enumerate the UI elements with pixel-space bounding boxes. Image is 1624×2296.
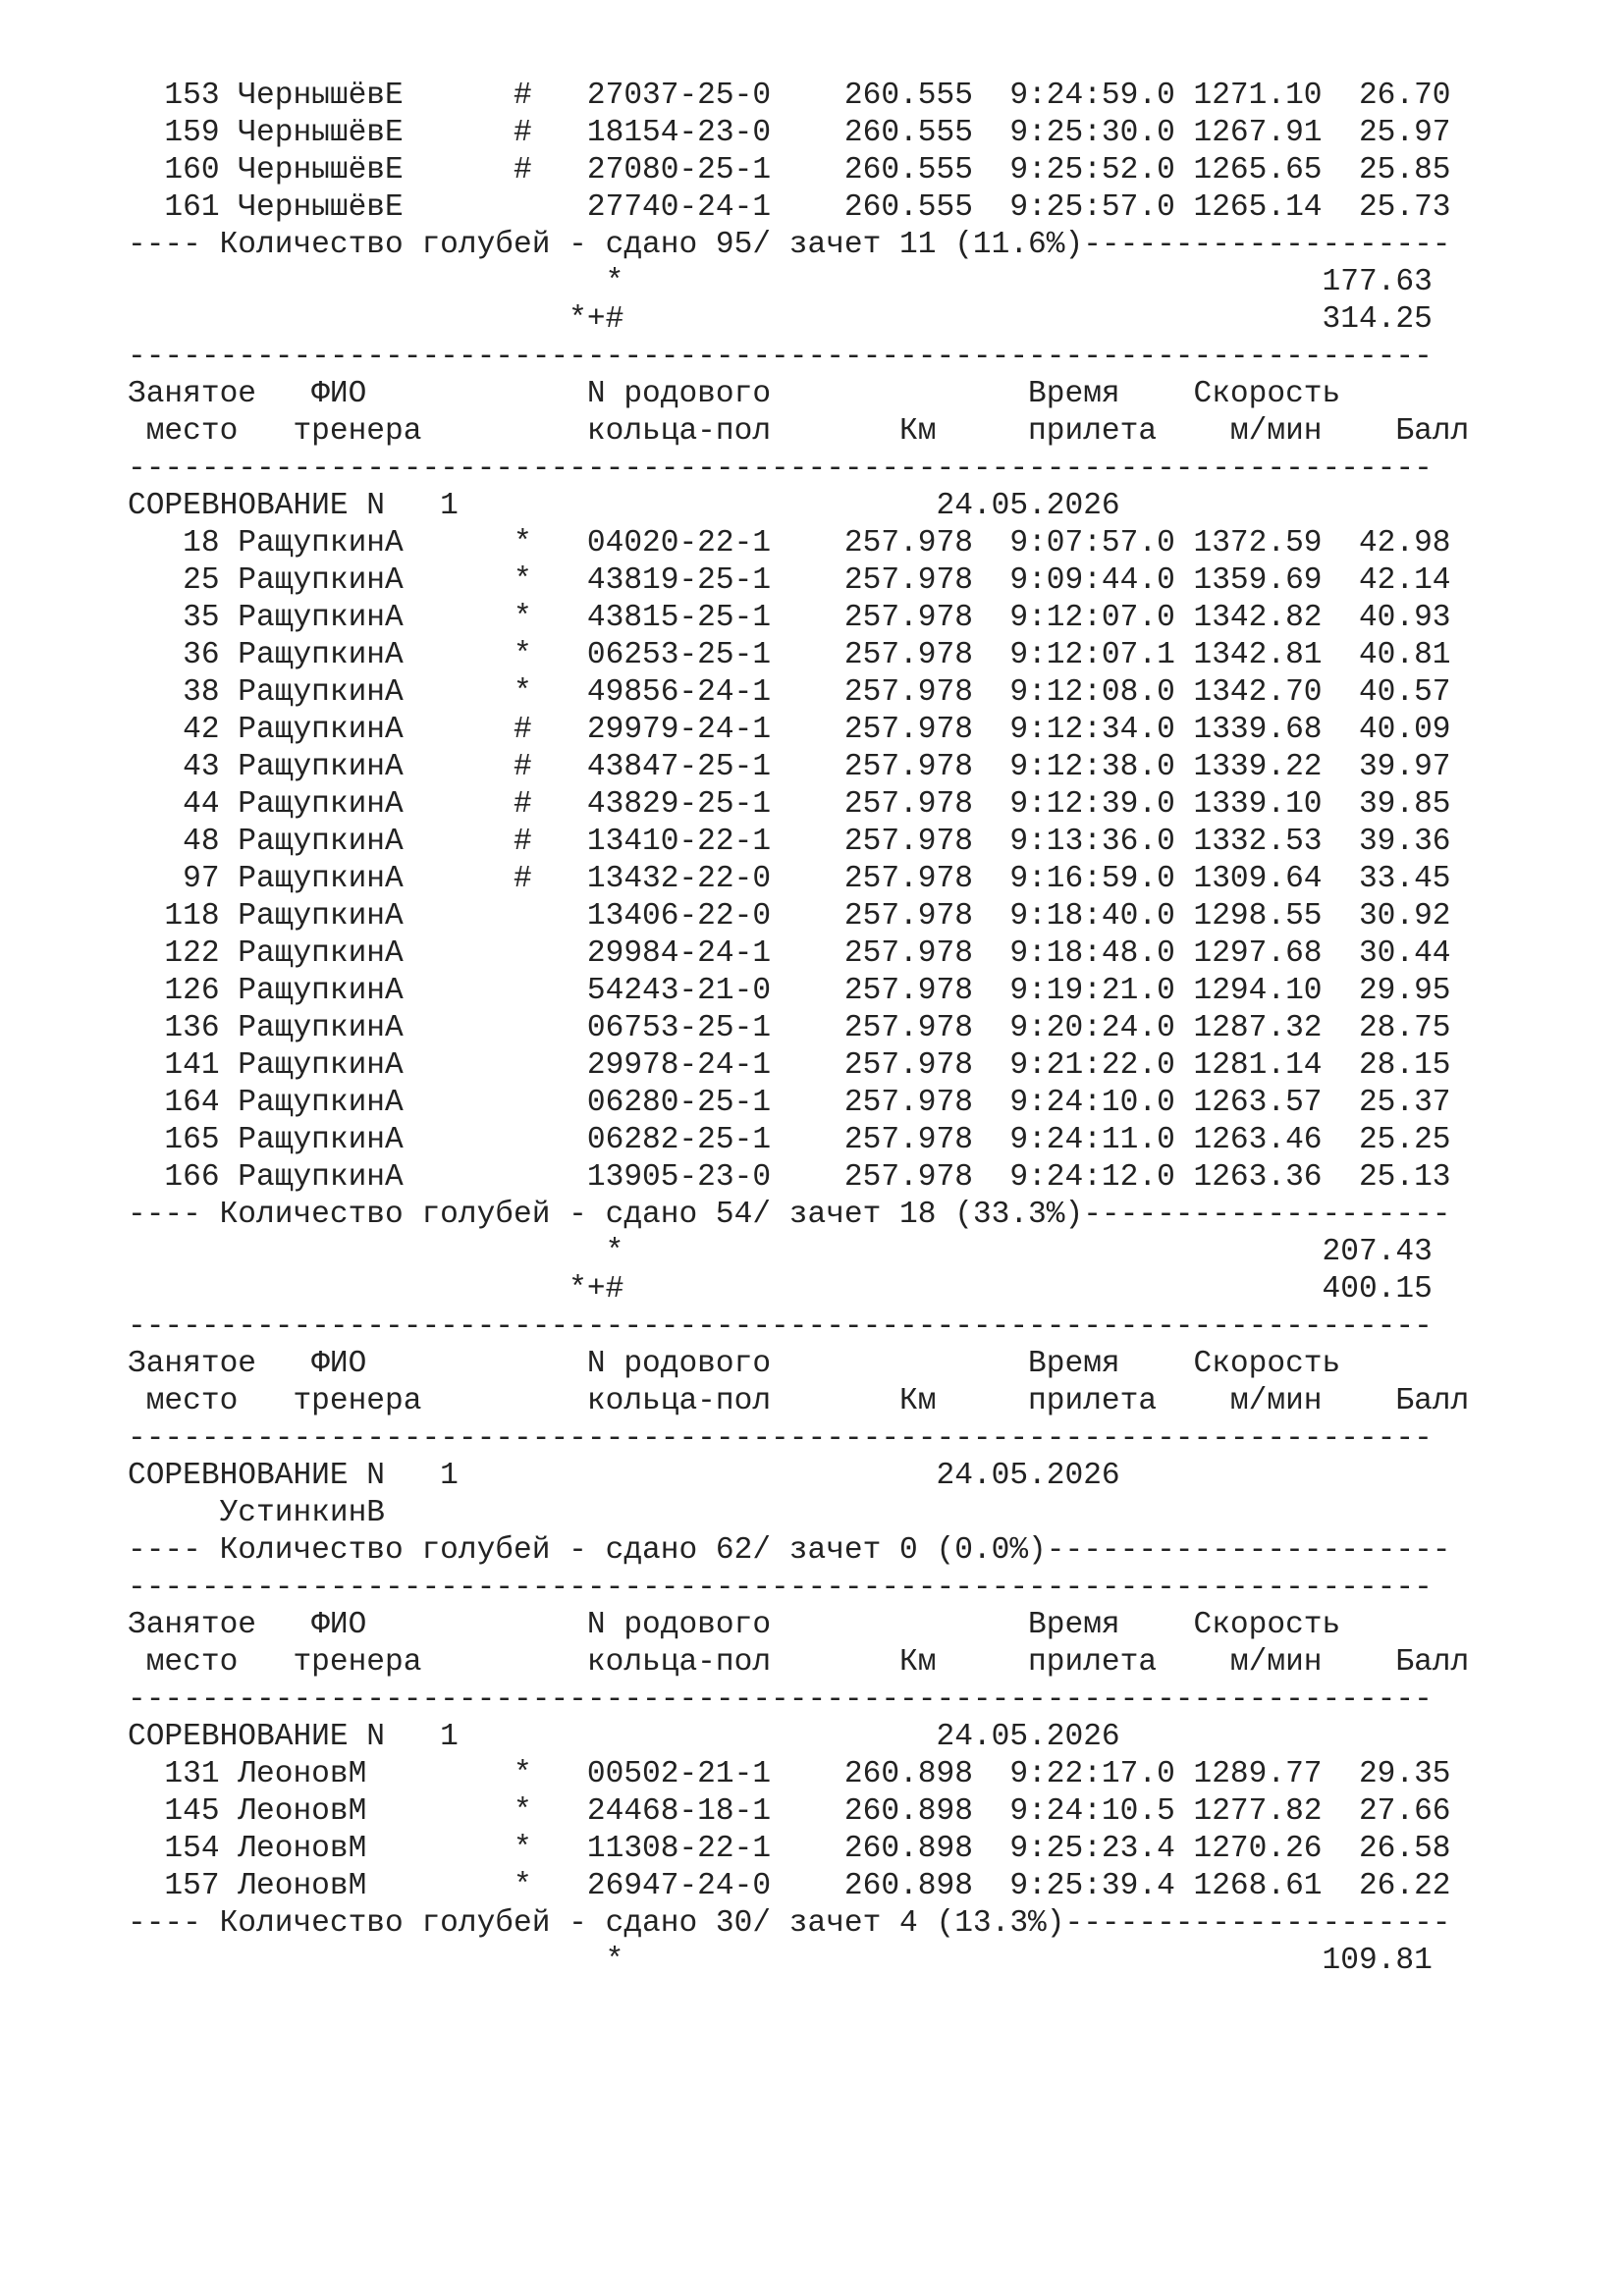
trainer-line: УстинкинВ — [128, 1496, 386, 1530]
result-row: 38 РащупкинА * 49856-24-1 257.978 9:12:08.0 1342.70 40.57 — [128, 675, 1451, 710]
result-row: 161 ЧернышёвЕ 27740-24-1 260.555 9:25:57.0 1265.14 25.73 — [128, 190, 1451, 225]
separator-line: ----------------------------------------------------------------------- — [128, 1421, 1433, 1456]
column-header: место тренера кольца-пол Км прилета м/мин Балл — [128, 414, 1470, 449]
result-row: 157 ЛеоновМ * 26947-24-0 260.898 9:25:39.4 1268.61 26.22 — [128, 1869, 1451, 1903]
result-row: 36 РащупкинА * 06253-25-1 257.978 9:12:07.1 1342.81 40.81 — [128, 638, 1451, 672]
column-header: место тренера кольца-пол Км прилета м/мин Балл — [128, 1645, 1470, 1680]
column-header: Занятое ФИО N родового Время Скорость — [128, 377, 1341, 411]
result-row: 25 РащупкинА * 43819-25-1 257.978 9:09:44.0 1359.69 42.14 — [128, 563, 1451, 598]
column-header: место тренера кольца-пол Км прилета м/мин Балл — [128, 1384, 1470, 1418]
result-row: 131 ЛеоновМ * 00502-21-1 260.898 9:22:17.0 1289.77 29.35 — [128, 1757, 1451, 1791]
competition-line: СОРЕВНОВАНИЕ N 1 24.05.2026 — [128, 489, 1120, 523]
result-row: 136 РащупкинА 06753-25-1 257.978 9:20:24.0 1287.32 28.75 — [128, 1011, 1451, 1045]
summary-line: ---- Количество голубей - сдано 62/ зачет 0 (0.0%)---------------------- — [128, 1533, 1451, 1568]
column-header: Занятое ФИО N родового Время Скорость — [128, 1608, 1341, 1642]
result-row: 164 РащупкинА 06280-25-1 257.978 9:24:10.0 1263.57 25.37 — [128, 1086, 1451, 1120]
result-row: 42 РащупкинА # 29979-24-1 257.978 9:12:34.0 1339.68 40.09 — [128, 713, 1451, 747]
result-row: 160 ЧернышёвЕ # 27080-25-1 260.555 9:25:52.0 1265.65 25.85 — [128, 153, 1451, 187]
result-row: 97 РащупкинА # 13432-22-0 257.978 9:16:59.0 1309.64 33.45 — [128, 862, 1451, 896]
total-line: * 177.63 — [128, 265, 1433, 299]
separator-line: ----------------------------------------------------------------------- — [128, 452, 1433, 486]
competition-line: СОРЕВНОВАНИЕ N 1 24.05.2026 — [128, 1459, 1120, 1493]
separator-line: ----------------------------------------------------------------------- — [128, 1571, 1433, 1605]
result-row: 145 ЛеоновМ * 24468-18-1 260.898 9:24:10.5 1277.82 27.66 — [128, 1794, 1451, 1829]
result-row: 35 РащупкинА * 43815-25-1 257.978 9:12:07.0 1342.82 40.93 — [128, 601, 1451, 635]
result-row: 48 РащупкинА # 13410-22-1 257.978 9:13:36.0 1332.53 39.36 — [128, 825, 1451, 859]
summary-line: ---- Количество голубей - сдано 30/ зачет 4 (13.3%)--------------------- — [128, 1906, 1451, 1941]
result-row: 118 РащупкинА 13406-22-0 257.978 9:18:40.0 1298.55 30.92 — [128, 899, 1451, 934]
result-row: 153 ЧернышёвЕ # 27037-25-0 260.555 9:24:59.0 1271.10 26.70 — [128, 79, 1451, 113]
total-line: * 207.43 — [128, 1235, 1433, 1269]
result-row: 165 РащупкинА 06282-25-1 257.978 9:24:11.0 1263.46 25.25 — [128, 1123, 1451, 1157]
result-row: 44 РащупкинА # 43829-25-1 257.978 9:12:39.0 1339.10 39.85 — [128, 787, 1451, 822]
separator-line: ----------------------------------------------------------------------- — [128, 340, 1433, 374]
summary-line: ---- Количество голубей - сдано 95/ зачет 11 (11.6%)-------------------- — [128, 228, 1451, 262]
result-row: 159 ЧернышёвЕ # 18154-23-0 260.555 9:25:30.0 1267.91 25.97 — [128, 116, 1451, 150]
total-line: *+# 314.25 — [128, 302, 1433, 337]
result-row: 43 РащупкинА # 43847-25-1 257.978 9:12:38.0 1339.22 39.97 — [128, 750, 1451, 784]
result-row: 166 РащупкинА 13905-23-0 257.978 9:24:12.0 1263.36 25.13 — [128, 1160, 1451, 1195]
column-header: Занятое ФИО N родового Время Скорость — [128, 1347, 1341, 1381]
separator-line: ----------------------------------------------------------------------- — [128, 1309, 1433, 1344]
result-row: 122 РащупкинА 29984-24-1 257.978 9:18:48.0 1297.68 30.44 — [128, 936, 1451, 971]
result-row: 18 РащупкинА * 04020-22-1 257.978 9:07:57.0 1372.59 42.98 — [128, 526, 1451, 561]
result-row: 126 РащупкинА 54243-21-0 257.978 9:19:21.0 1294.10 29.95 — [128, 974, 1451, 1008]
competition-line: СОРЕВНОВАНИЕ N 1 24.05.2026 — [128, 1720, 1120, 1754]
total-line: *+# 400.15 — [128, 1272, 1433, 1307]
total-line: * 109.81 — [128, 1944, 1433, 1978]
result-row: 154 ЛеоновМ * 11308-22-1 260.898 9:25:23.4 1270.26 26.58 — [128, 1832, 1451, 1866]
summary-line: ---- Количество голубей - сдано 54/ зачет 18 (33.3%)-------------------- — [128, 1198, 1451, 1232]
result-row: 141 РащупкинА 29978-24-1 257.978 9:21:22.0 1281.14 28.15 — [128, 1048, 1451, 1083]
separator-line: ----------------------------------------------------------------------- — [128, 1682, 1433, 1717]
